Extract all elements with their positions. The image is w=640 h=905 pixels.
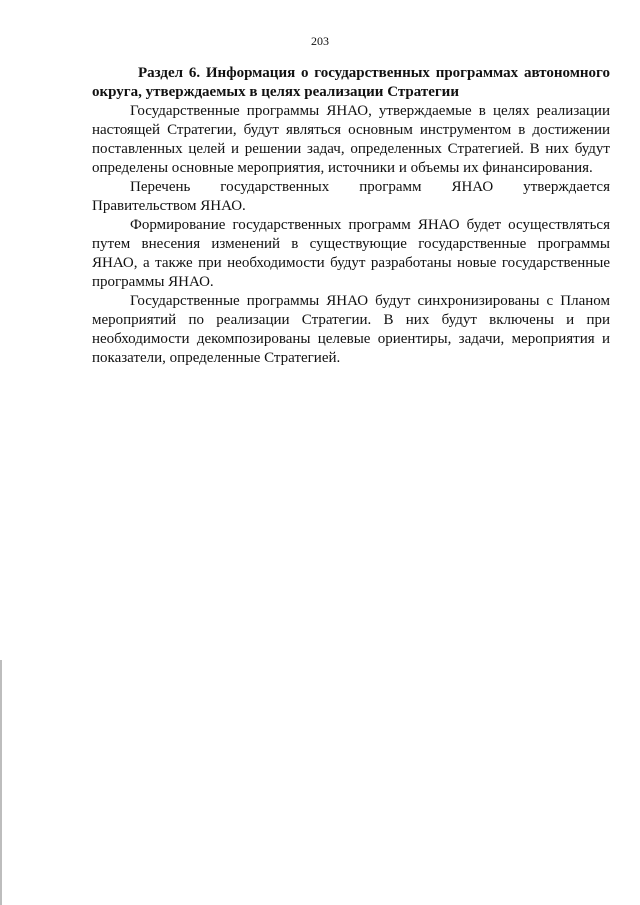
page-number: 203 [311,34,329,48]
paragraph-3: Формирование государственных программ ЯНАО будет осуществляться путем внесения изменений в существующие государственные программы ЯНАО, а также при необходимости будут разработаны новые государственные программы ЯНАО. [92,217,610,290]
paragraph-1: Государственные программы ЯНАО, утверждаемые в целях реализации настоящей Стратегии, будут являться основным инструментом в достижении поставленных целей и решении задач, определенных Стратегией. В них будут определены основные мероприятия, источники и объемы их финансирования. [92,103,610,176]
paragraph-2: Перечень государственных программ ЯНАО утверждается Правительством ЯНАО. [92,179,610,214]
paragraph-4: Государственные программы ЯНАО будут синхронизированы с Планом мероприятий по реализации Стратегии. В них будут включены и при необходимости декомпозированы целевые ориентиры, задачи, мероприятия и показатели, определенные Стратегией. [92,293,610,366]
section-content [92,64,610,368]
scan-edge-shadow [0,660,2,905]
section-heading: Раздел 6. Информация о государственных программах автономного округа, утверждаемых в целях реализации Стратегии [92,65,610,100]
